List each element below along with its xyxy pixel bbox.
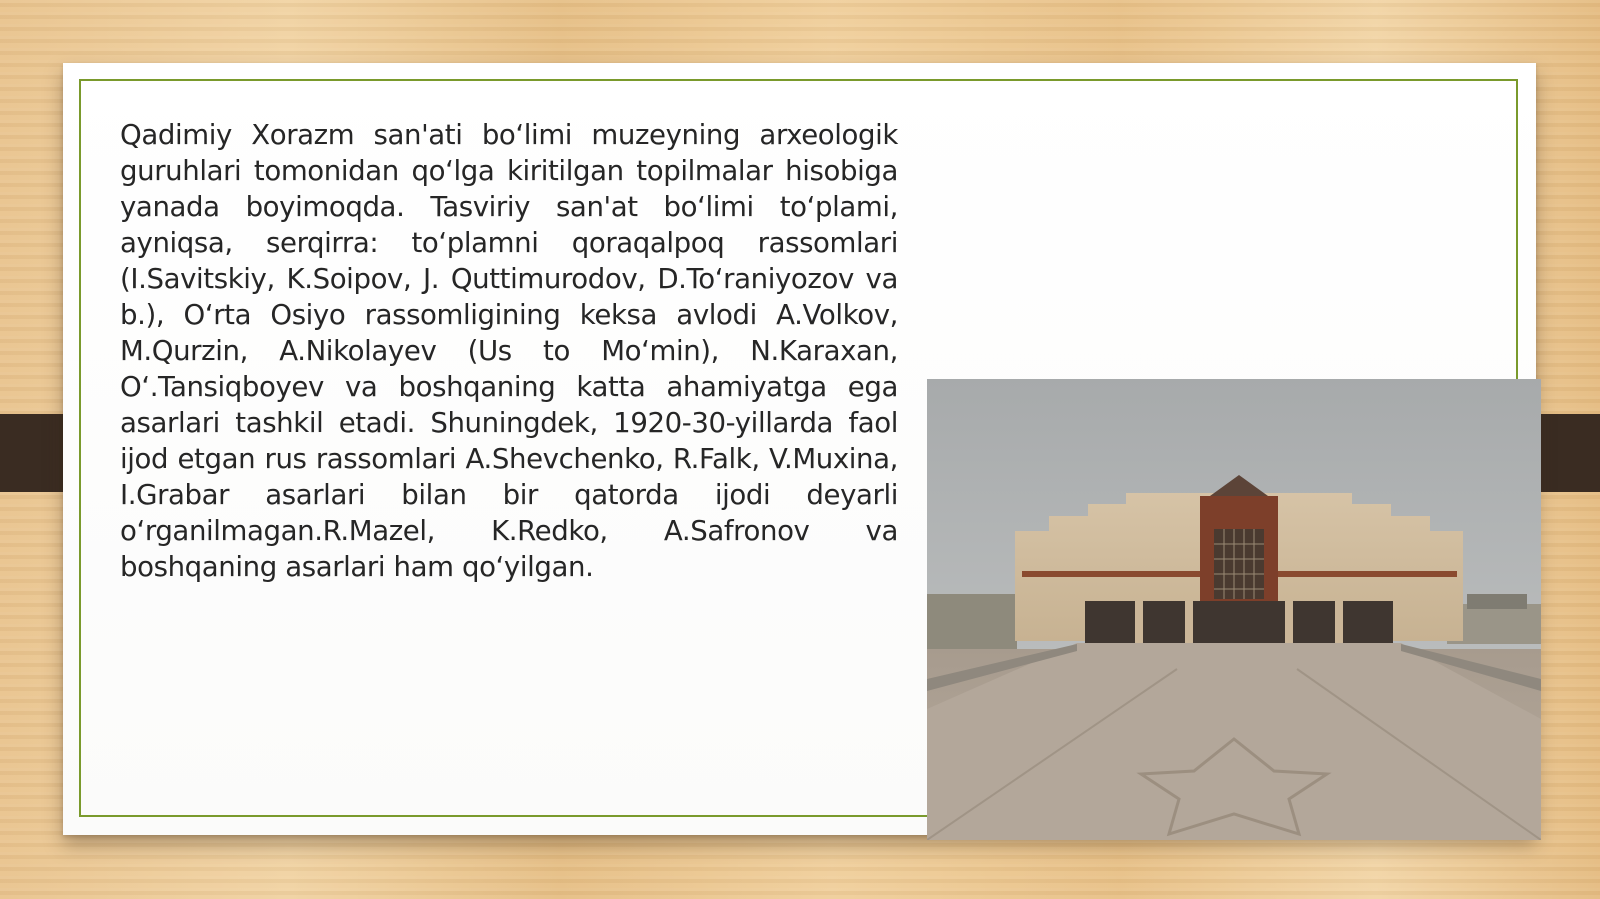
slide-body-text: Qadimiy Xorazm san'ati bo‘limi muzeyning arxeologik guruhlari tomonidan qo‘lga kiritilgan topilmalar hisobiga yanada boyimoqda. Tasviriy san'at bo‘limi to‘plami, ayniqsa, serqirra: to‘plamni qoraqalpoq rassomlari (I.Savitskiy, K.Soipov, J. Quttimurodov, D.To‘raniyozov va b.), O‘rta Osiyo rassomligining keksa avlodi A.Volkov, M.Qurzin, A.Nikolayev (Us to Mo‘min), N.Karaxan, O‘.Tansiqboyev va boshqaning katta ahamiyatga ega asarlari tashkil etadi. Shuningdek, 1920-30-yillarda faol ijod etgan rus rassomlari A.Shevchenko, R.Falk, V.Muxina, I.Grabar asarlari bilan bir qatorda ijodi deyarli o‘rganilmagan.R.Mazel, K.Redko, A.Safronov va boshqaning asarlari ham qo‘yilgan. [120, 118, 898, 583]
decorative-ribbon-right [1540, 414, 1600, 492]
museum-building-photo [927, 379, 1541, 840]
